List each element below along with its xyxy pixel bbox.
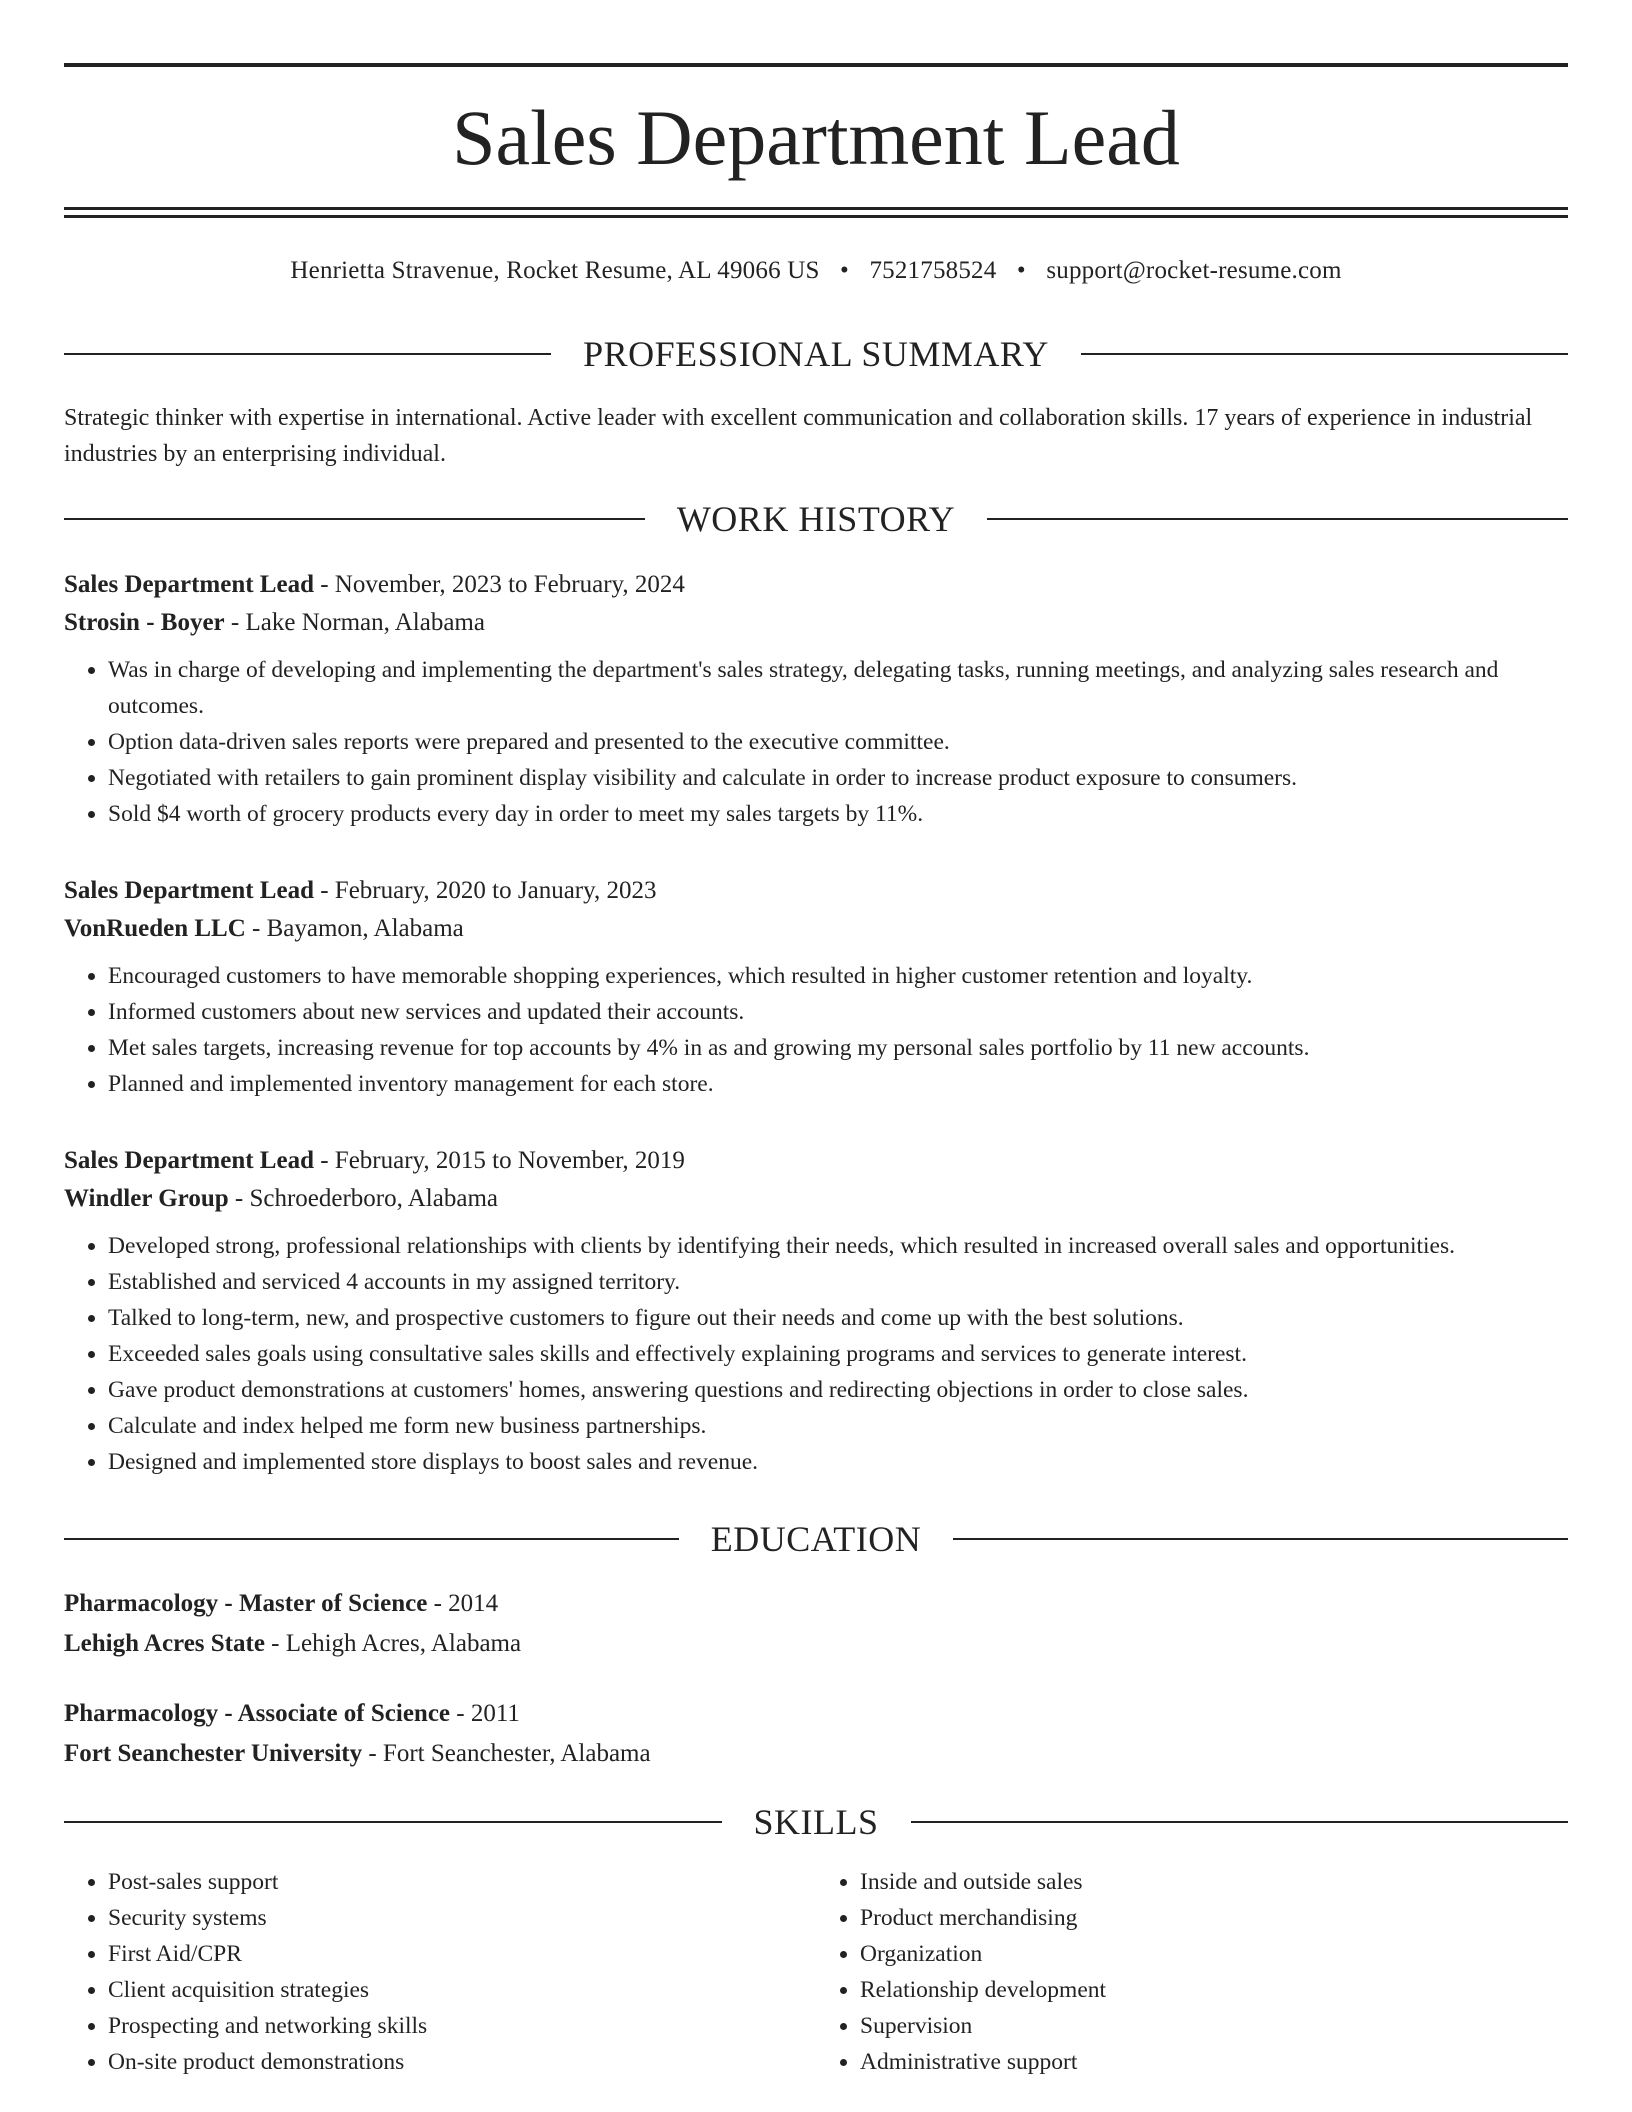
section-heading-summary <box>64 332 1568 376</box>
list-item: • Sold $4 worth of grocery products every day in order to meet my sales targets by 11%. <box>108 796 1568 832</box>
skill-item: • Prospecting and networking skills <box>108 2008 816 2044</box>
contact-line <box>64 254 1568 288</box>
section-title: EDUCATION <box>710 1519 922 1559</box>
education-school: Lehigh Acres State <box>64 1630 265 1657</box>
list-item: • Established and serviced 4 accounts in my assigned territory. <box>108 1264 1568 1300</box>
header-double-rule-upper <box>64 207 1568 210</box>
skill-item: • On-site product demonstrations <box>108 2044 816 2080</box>
skill-item: • Product merchandising <box>860 1900 1568 1936</box>
education-entry <box>64 1584 1568 1664</box>
job-title-line <box>64 1142 1568 1180</box>
education-entry <box>64 1694 1568 1774</box>
job-title: Sales Department Lead <box>64 1147 314 1174</box>
contact-email: support@rocket-resume.com <box>1046 257 1342 284</box>
job-bullets <box>64 958 1568 1102</box>
heading-rule <box>64 518 645 520</box>
section-title: PROFESSIONAL SUMMARY <box>583 334 1049 374</box>
list-item: • Negotiated with retailers to gain prominent display visibility and calculate in order to increase product exposure to consumers. <box>108 760 1568 796</box>
heading-rule <box>1081 353 1568 355</box>
job-location: - Bayamon, Alabama <box>245 915 464 942</box>
education-degree: Pharmacology - Master of Science <box>64 1590 428 1617</box>
list-item: • Exceeded sales goals using consultative sales skills and effectively explaining programs and services to generate interest. <box>108 1336 1568 1372</box>
list-item: • Was in charge of developing and implementing the department's sales strategy, delegating tasks, running meetings, and analyzing sales research and outcomes. <box>108 652 1568 724</box>
skill-item: • Inside and outside sales <box>860 1864 1568 1900</box>
contact-separator: • <box>840 257 849 284</box>
job-title-line <box>64 566 1568 604</box>
job-company: Windler Group <box>64 1185 229 1212</box>
section-title: SKILLS <box>753 1802 879 1842</box>
education-location: - Lehigh Acres, Alabama <box>264 1630 522 1657</box>
education-school-line <box>64 1624 1568 1664</box>
skills-grid <box>64 1864 1568 2080</box>
section-title: WORK HISTORY <box>676 499 956 539</box>
list-item: • Talked to long-term, new, and prospective customers to figure out their needs and come up with the best solutions. <box>108 1300 1568 1336</box>
job-location: - Lake Norman, Alabama <box>224 609 485 636</box>
skills-column-right <box>816 1864 1568 2080</box>
education-year: - 2011 <box>450 1700 520 1727</box>
job-dates: - February, 2020 to January, 2023 <box>313 877 657 904</box>
skill-item: • Client acquisition strategies <box>108 1972 816 2008</box>
education-degree: Pharmacology - Associate of Science <box>64 1700 451 1727</box>
job-company: VonRueden LLC <box>64 915 246 942</box>
contact-address: Henrietta Stravenue, Rocket Resume, AL 49066 US <box>290 257 820 284</box>
job-title-line <box>64 872 1568 910</box>
job-dates: - February, 2015 to November, 2019 <box>313 1147 685 1174</box>
heading-rule <box>64 1821 722 1823</box>
header-top-rule <box>64 63 1568 67</box>
education-degree-line <box>64 1584 1568 1624</box>
list-item: • Planned and implemented inventory management for each store. <box>108 1066 1568 1102</box>
job-company: Strosin - Boyer <box>64 609 225 636</box>
section-heading-education <box>64 1517 1568 1561</box>
skill-item: • Security systems <box>108 1900 816 1936</box>
job-bullets <box>64 1228 1568 1480</box>
header-double-rule-lower <box>64 215 1568 218</box>
heading-rule <box>953 1538 1568 1540</box>
heading-rule <box>64 353 551 355</box>
heading-rule <box>64 1538 679 1540</box>
contact-phone: 7521758524 <box>869 257 997 284</box>
resume-title: Sales Department Lead <box>452 94 1180 181</box>
skill-item: • First Aid/CPR <box>108 1936 816 1972</box>
list-item: • Designed and implemented store displays to boost sales and revenue. <box>108 1444 1568 1480</box>
education-school: Fort Seanchester University <box>64 1740 363 1767</box>
summary-text: Strategic thinker with expertise in international. Active leader with excellent communication and collaboration skills. 17 years of experience in industrial industries by an enterprising individual. <box>64 405 1533 467</box>
list-item: • Gave product demonstrations at customers' homes, answering questions and redirecting objections in order to close sales. <box>108 1372 1568 1408</box>
education-year: - 2014 <box>427 1590 499 1617</box>
list-item: • Met sales targets, increasing revenue for top accounts by 4% in as and growing my personal sales portfolio by 11 new accounts. <box>108 1030 1568 1066</box>
skills-column-left <box>64 1864 816 2080</box>
education-location: - Fort Seanchester, Alabama <box>362 1740 651 1767</box>
skill-item: • Relationship development <box>860 1972 1568 2008</box>
skill-item: • Post-sales support <box>108 1864 816 1900</box>
job-bullets <box>64 652 1568 832</box>
job-entry <box>64 566 1568 832</box>
job-company-line <box>64 1180 1568 1218</box>
section-heading-skills <box>64 1800 1568 1844</box>
job-title: Sales Department Lead <box>64 877 314 904</box>
job-entry <box>64 872 1568 1102</box>
list-item: • Calculate and index helped me form new business partnerships. <box>108 1408 1568 1444</box>
section-heading-work-history <box>64 497 1568 541</box>
list-item: • Encouraged customers to have memorable shopping experiences, which resulted in higher customer retention and loyalty. <box>108 958 1568 994</box>
contact-separator: • <box>1016 257 1026 284</box>
job-location: - Schroederboro, Alabama <box>228 1185 498 1212</box>
list-item: • Informed customers about new services and updated their accounts. <box>108 994 1568 1030</box>
education-degree-line <box>64 1694 1568 1734</box>
skill-item: • Supervision <box>860 2008 1568 2044</box>
list-item: • Option data-driven sales reports were prepared and presented to the executive committee. <box>108 724 1568 760</box>
education-school-line <box>64 1734 1568 1774</box>
heading-rule <box>911 1821 1569 1823</box>
job-company-line <box>64 910 1568 948</box>
job-dates: - November, 2023 to February, 2024 <box>313 571 685 598</box>
job-title: Sales Department Lead <box>64 571 314 598</box>
job-company-line <box>64 604 1568 642</box>
job-entry <box>64 1142 1568 1480</box>
skill-item: • Organization <box>860 1936 1568 1972</box>
heading-rule <box>987 518 1568 520</box>
list-item: • Developed strong, professional relationships with clients by identifying their needs, which resulted in increased overall sales and opportunities. <box>108 1228 1568 1264</box>
skill-item: • Administrative support <box>860 2044 1568 2080</box>
